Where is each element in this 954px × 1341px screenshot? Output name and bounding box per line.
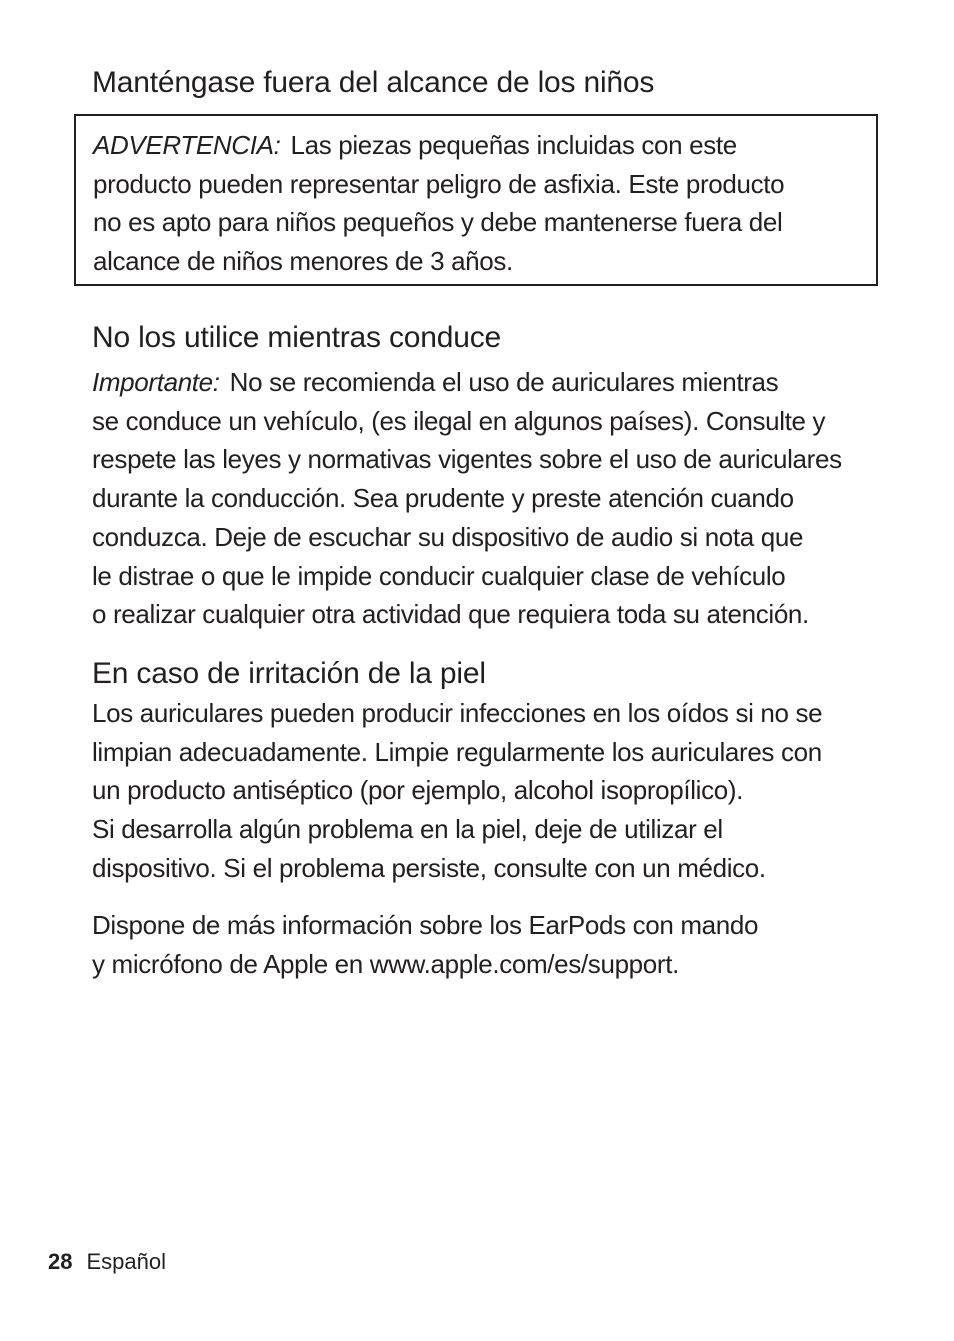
paragraph-line: Dispone de más información sobre los EarPods con mando: [92, 910, 759, 940]
paragraph-line: conduzca. Deje de escuchar su dispositivo de audio si nota que: [92, 521, 804, 552]
paragraph-line: limpian adecuadamente. Limpie regularmente los auriculares con: [92, 736, 822, 767]
warning-line-text: Las piezas pequeñas incluidas con este: [290, 130, 737, 160]
warning-line: [93, 126, 784, 165]
warning-line: no es apto para niños pequeños y debe mantenerse fuera del: [93, 207, 783, 238]
warning-line: producto pueden representar peligro de asfixia. Este producto: [93, 168, 785, 199]
warning-line: alcance de niños menores de 3 años.: [93, 246, 513, 277]
page-number: 28: [48, 1249, 73, 1274]
paragraph-line: o realizar cualquier otra actividad que requiera toda su atención.: [92, 599, 809, 630]
paragraph-line: y micrófono de Apple en www.apple.com/es/support.: [92, 948, 679, 979]
driving-paragraph: [92, 363, 842, 634]
paragraph-line: Los auriculares pueden producir infecciones en los oídos si no se: [92, 698, 823, 728]
section-heading-driving: No los utilice mientras conduce: [92, 321, 501, 354]
paragraph-line: le distrae o que le impide conducir cualquier clase de vehículo: [92, 560, 786, 591]
skin-paragraph: [92, 694, 822, 888]
warning-label: ADVERTENCIA:: [93, 130, 281, 160]
page-footer: [48, 1248, 166, 1276]
warning-box: [74, 114, 878, 286]
paragraph-line: respete las leyes y normativas vigentes sobre el uso de auriculares: [92, 444, 842, 475]
more-info-paragraph: [92, 906, 758, 983]
section-heading-skin: En caso de irritación de la piel: [92, 657, 486, 690]
section-heading-children: Manténgase fuera del alcance de los niños: [92, 66, 655, 99]
paragraph-line: Si desarrolla algún problema en la piel, deje de utilizar el: [92, 814, 723, 845]
important-label: Importante:: [92, 367, 220, 397]
warning-text: [93, 126, 784, 281]
footer-language: Español: [86, 1249, 166, 1274]
paragraph-line: se conduce un vehículo, (es ilegal en algunos países). Consulte y: [92, 405, 826, 436]
paragraph-line: durante la conducción. Sea prudente y preste atención cuando: [92, 483, 794, 514]
paragraph-line: dispositivo. Si el problema persiste, consulte con un médico.: [92, 852, 766, 883]
paragraph-line-text: No se recomienda el uso de auriculares mientras: [229, 367, 779, 397]
paragraph-line: [92, 363, 842, 402]
paragraph-line: un producto antiséptico (por ejemplo, alcohol isopropílico).: [92, 775, 744, 806]
